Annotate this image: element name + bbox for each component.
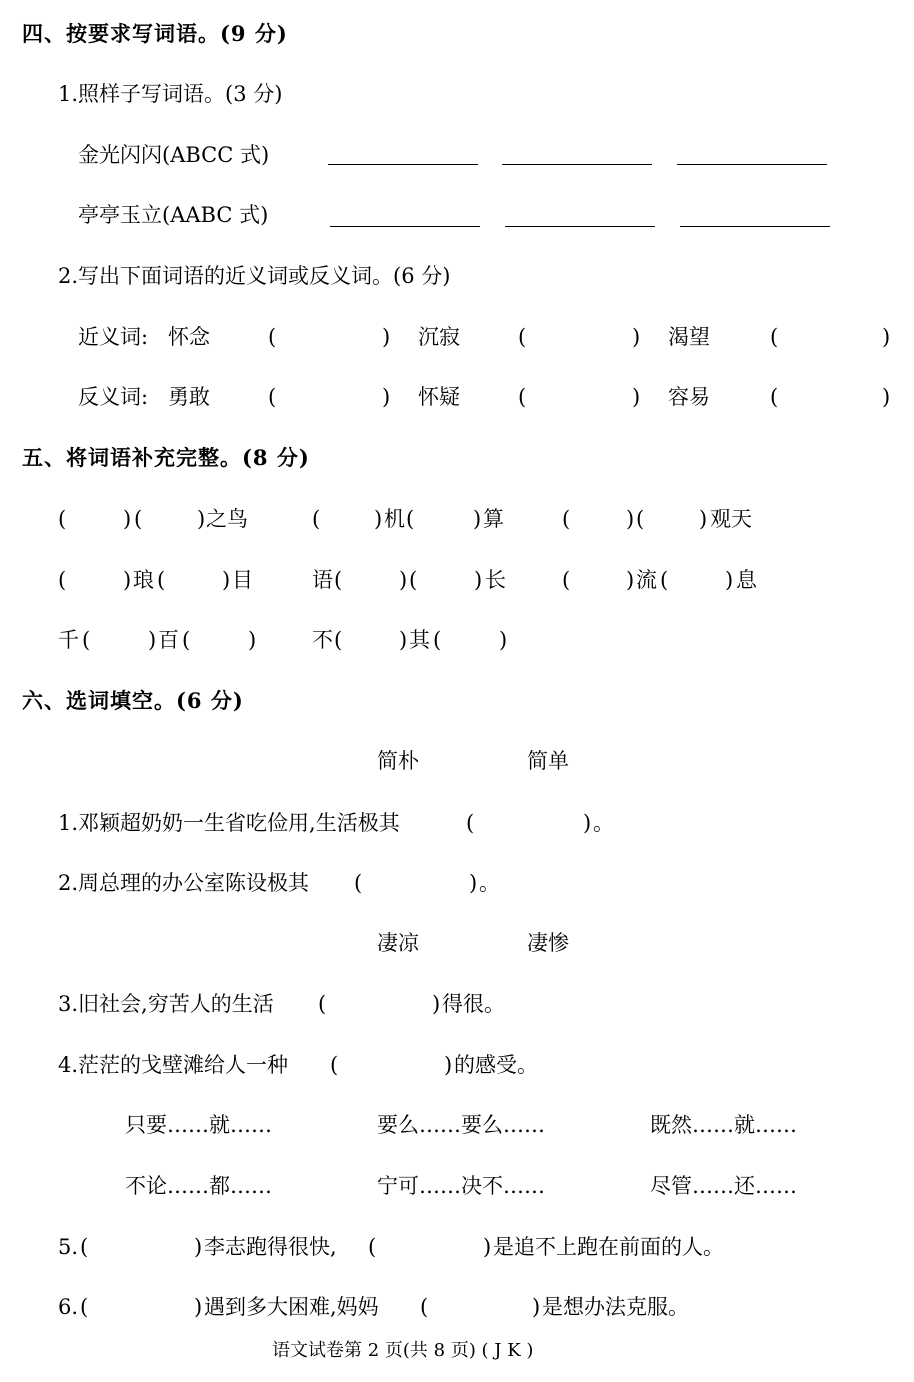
paren-open: ( bbox=[406, 507, 415, 531]
paren-open: ( bbox=[433, 628, 442, 652]
paren-close: ) bbox=[194, 1295, 203, 1319]
idiom-fragment: 千 bbox=[58, 628, 79, 652]
question-6-2-text: 2.周总理的办公室陈设极其 bbox=[58, 871, 310, 895]
idiom-fragment: 算 bbox=[483, 507, 504, 531]
connective-pair: 尽管……还…… bbox=[650, 1174, 797, 1198]
synonym-word: 渴望 bbox=[668, 325, 710, 349]
paren-close: ) bbox=[399, 568, 408, 592]
paren-close: ) bbox=[469, 871, 478, 895]
antonym-word: 容易 bbox=[668, 385, 710, 409]
paren-close: ) bbox=[473, 507, 482, 531]
answer-blank-aabc-1[interactable] bbox=[330, 226, 480, 227]
connective-pair: 宁可……决不…… bbox=[377, 1174, 545, 1198]
question-6-3-end: 得很。 bbox=[442, 992, 505, 1016]
paren-close: ) bbox=[725, 568, 734, 592]
question-6-6-text: 遇到多大困难,妈妈 bbox=[204, 1295, 379, 1319]
page-footer: 语文试卷第 2 页(共 8 页) ( J K ) bbox=[272, 1340, 534, 1361]
example-abcc: 金光闪闪(ABCC 式) bbox=[78, 143, 270, 167]
connective-pair: 不论……都…… bbox=[125, 1174, 272, 1198]
paren-close: ) bbox=[499, 628, 508, 652]
paren-close: ) bbox=[474, 568, 483, 592]
synonym-word: 怀念 bbox=[168, 325, 210, 349]
choice-word: 简单 bbox=[527, 749, 569, 773]
paren-open: ( bbox=[80, 1235, 89, 1259]
paren-close: ) bbox=[222, 568, 231, 592]
idiom-fragment: 百 bbox=[158, 628, 179, 652]
paren-open: ( bbox=[134, 507, 143, 531]
answer-paren-close: ) bbox=[382, 325, 391, 349]
question-6-5-end: 是追不上跑在前面的人。 bbox=[493, 1235, 724, 1259]
paren-open: ( bbox=[58, 507, 67, 531]
answer-blank-abcc-1[interactable] bbox=[328, 164, 478, 165]
section-5-title: 五、将词语补充完整。(8 分) bbox=[22, 445, 310, 470]
answer-paren-close: ) bbox=[632, 385, 641, 409]
paren-open: ( bbox=[330, 1053, 339, 1077]
question-6-4-text: 4.茫茫的戈壁滩给人一种 bbox=[58, 1053, 289, 1077]
question-6-2-end: 。 bbox=[479, 871, 500, 895]
choice-word: 简朴 bbox=[377, 749, 419, 773]
paren-close: ) bbox=[248, 628, 257, 652]
question-6-3-text: 3.旧社会,穷苦人的生活 bbox=[58, 992, 274, 1016]
question-6-6-end: 是想办法克服。 bbox=[542, 1295, 689, 1319]
paren-close: ) bbox=[432, 992, 441, 1016]
paren-close: ) bbox=[583, 811, 592, 835]
paren-open: ( bbox=[636, 507, 645, 531]
idiom-fragment: 其 bbox=[409, 628, 430, 652]
choice-word: 凄惨 bbox=[527, 931, 569, 955]
paren-open: ( bbox=[420, 1295, 429, 1319]
synonym-word: 沉寂 bbox=[418, 325, 460, 349]
question-4-1-title: 1.照样子写词语。(3 分) bbox=[58, 82, 283, 106]
question-6-5-text: 李志跑得很快, bbox=[204, 1235, 337, 1259]
connective-pair: 只要……就…… bbox=[125, 1113, 272, 1137]
paren-open: ( bbox=[466, 811, 475, 835]
paren-open: ( bbox=[318, 992, 327, 1016]
paren-close: ) bbox=[626, 568, 635, 592]
section-4-title: 四、按要求写词语。(9 分) bbox=[22, 21, 288, 46]
question-6-5-number: 5. bbox=[58, 1235, 79, 1259]
idiom-fragment: 琅 bbox=[133, 568, 154, 592]
idiom-fragment: 语 bbox=[312, 568, 333, 592]
answer-paren-open: ( bbox=[518, 325, 527, 349]
answer-blank-aabc-2[interactable] bbox=[505, 226, 655, 227]
answer-paren-close: ) bbox=[382, 385, 391, 409]
paren-open: ( bbox=[82, 628, 91, 652]
answer-paren-open: ( bbox=[268, 325, 277, 349]
section-6-title: 六、选词填空。(6 分) bbox=[22, 688, 244, 713]
answer-paren-open: ( bbox=[770, 385, 779, 409]
answer-blank-aabc-3[interactable] bbox=[680, 226, 830, 227]
question-6-1-end: 。 bbox=[593, 811, 614, 835]
answer-paren-open: ( bbox=[518, 385, 527, 409]
connective-pair: 要么……要么…… bbox=[377, 1113, 545, 1137]
paren-close: ) bbox=[399, 628, 408, 652]
idiom-fragment: 流 bbox=[636, 568, 657, 592]
paren-close: ) bbox=[197, 507, 206, 531]
idiom-fragment: 机 bbox=[384, 507, 405, 531]
answer-blank-abcc-3[interactable] bbox=[677, 164, 827, 165]
paren-open: ( bbox=[368, 1235, 377, 1259]
synonym-label: 近义词: bbox=[78, 325, 149, 349]
paren-open: ( bbox=[182, 628, 191, 652]
idiom-fragment: 观天 bbox=[710, 507, 752, 531]
paren-open: ( bbox=[562, 507, 571, 531]
antonym-word: 勇敢 bbox=[168, 385, 210, 409]
idiom-fragment: 不 bbox=[312, 628, 333, 652]
answer-paren-open: ( bbox=[770, 325, 779, 349]
question-4-2-title: 2.写出下面词语的近义词或反义词。(6 分) bbox=[58, 264, 451, 288]
paren-open: ( bbox=[312, 507, 321, 531]
paren-close: ) bbox=[699, 507, 708, 531]
idiom-fragment: 之鸟 bbox=[206, 507, 248, 531]
answer-paren-close: ) bbox=[632, 325, 641, 349]
question-6-1-text: 1.邓颖超奶奶一生省吃俭用,生活极其 bbox=[58, 811, 400, 835]
paren-open: ( bbox=[562, 568, 571, 592]
paren-close: ) bbox=[483, 1235, 492, 1259]
paren-close: ) bbox=[374, 507, 383, 531]
paren-close: ) bbox=[123, 568, 132, 592]
question-6-6-number: 6. bbox=[58, 1295, 79, 1319]
paren-close: ) bbox=[123, 507, 132, 531]
question-6-4-end: 的感受。 bbox=[454, 1053, 538, 1077]
paren-close: ) bbox=[444, 1053, 453, 1077]
paren-close: ) bbox=[148, 628, 157, 652]
antonym-word: 怀疑 bbox=[418, 385, 460, 409]
answer-blank-abcc-2[interactable] bbox=[502, 164, 652, 165]
paren-close: ) bbox=[194, 1235, 203, 1259]
paren-close: ) bbox=[532, 1295, 541, 1319]
paren-open: ( bbox=[334, 568, 343, 592]
paren-open: ( bbox=[660, 568, 669, 592]
example-aabc: 亭亭玉立(AABC 式) bbox=[78, 203, 269, 227]
answer-paren-close: ) bbox=[882, 385, 891, 409]
paren-open: ( bbox=[58, 568, 67, 592]
idiom-fragment: 息 bbox=[736, 568, 757, 592]
paren-open: ( bbox=[409, 568, 418, 592]
answer-paren-close: ) bbox=[882, 325, 891, 349]
paren-open: ( bbox=[334, 628, 343, 652]
paren-open: ( bbox=[157, 568, 166, 592]
paren-open: ( bbox=[80, 1295, 89, 1319]
idiom-fragment: 目 bbox=[232, 568, 253, 592]
answer-paren-open: ( bbox=[268, 385, 277, 409]
choice-word: 凄凉 bbox=[377, 931, 419, 955]
antonym-label: 反义词: bbox=[78, 385, 149, 409]
idiom-fragment: 长 bbox=[485, 568, 506, 592]
paren-close: ) bbox=[626, 507, 635, 531]
paren-open: ( bbox=[354, 871, 363, 895]
connective-pair: 既然……就…… bbox=[650, 1113, 797, 1137]
